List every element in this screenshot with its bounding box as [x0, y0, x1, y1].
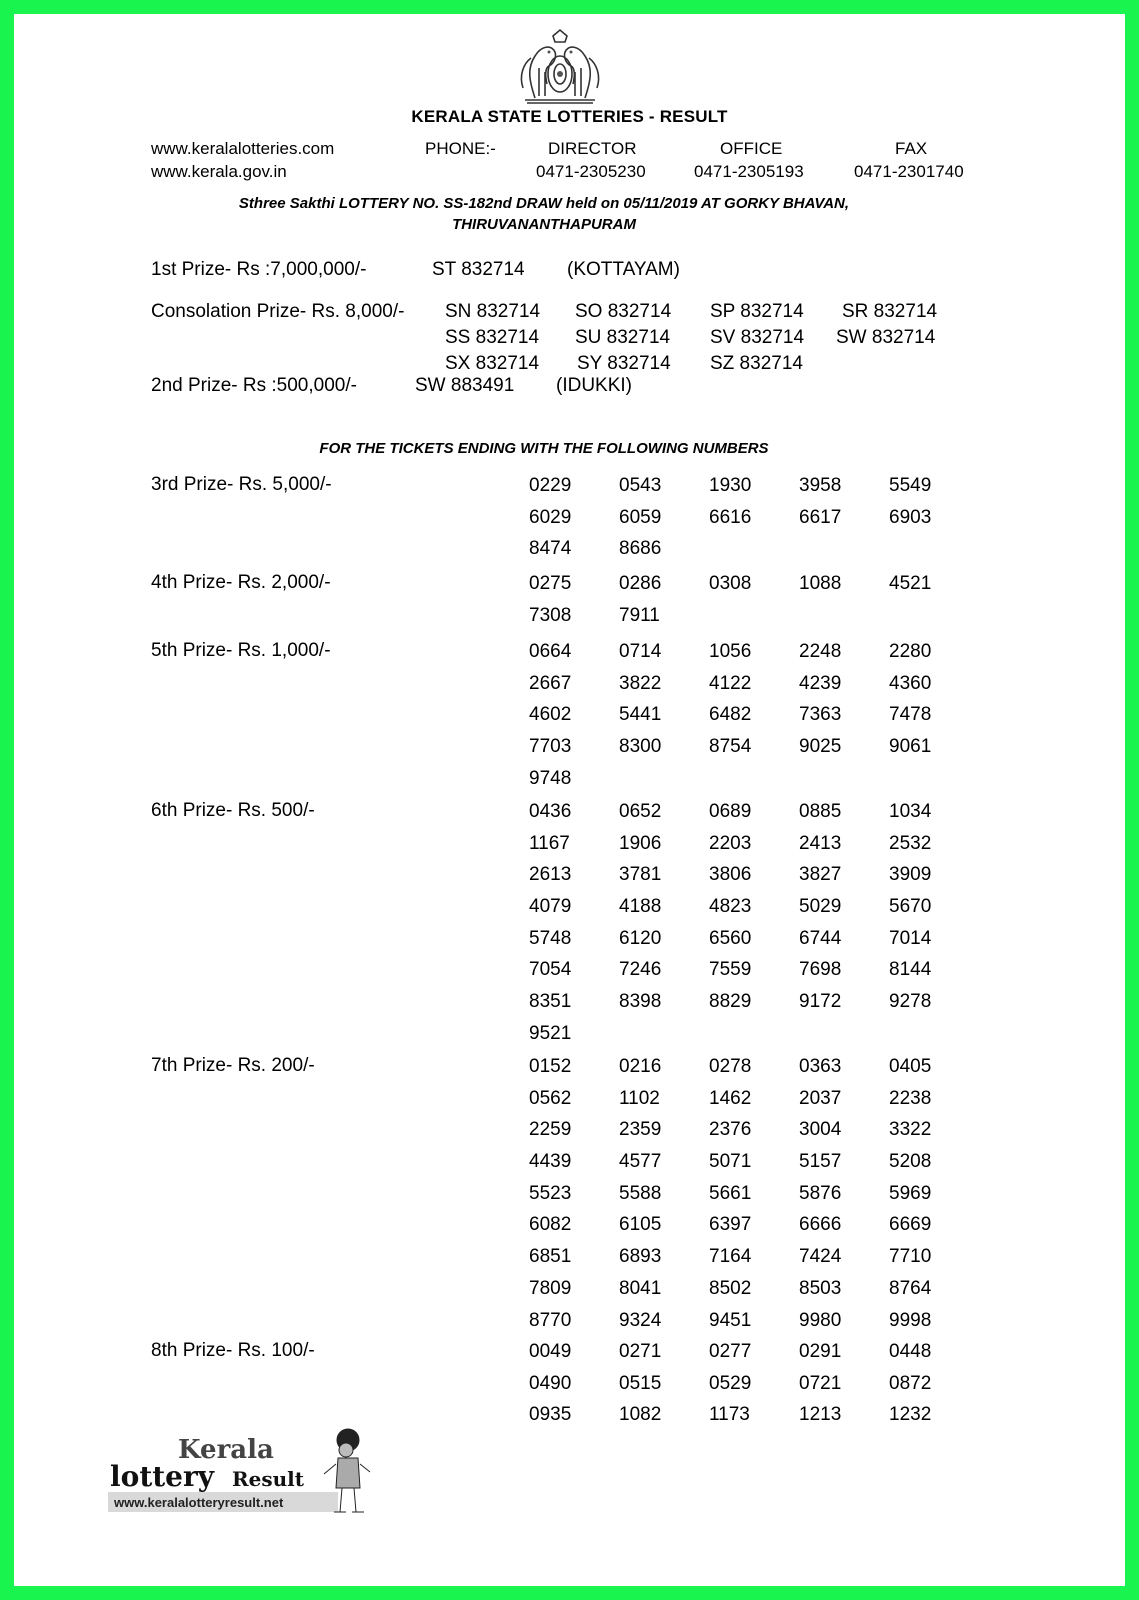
winning-number: 9025: [799, 736, 842, 758]
winning-number: 2532: [889, 832, 932, 854]
consolation-ticket: SN 832714: [445, 301, 541, 322]
winning-number: 0562: [529, 1087, 572, 1109]
second-prize-label: 2nd Prize- Rs :500,000/-: [151, 375, 357, 396]
prize-label: 6th Prize- Rs. 500/-: [151, 800, 315, 821]
winning-number: 1213: [799, 1404, 842, 1426]
logo-text-lottery: lottery: [110, 1460, 215, 1493]
prize-label: 5th Prize- Rs. 1,000/-: [151, 640, 331, 661]
winning-number: 5029: [799, 896, 842, 918]
winning-number: 7164: [709, 1246, 752, 1268]
winning-number: 1056: [709, 641, 752, 662]
winning-number: 8754: [709, 736, 752, 758]
fax-label: FAX: [895, 139, 928, 158]
winning-number: 2359: [619, 1119, 662, 1141]
winning-number: 3806: [709, 864, 752, 886]
winning-number: 5523: [529, 1182, 572, 1204]
winning-number: 6744: [799, 927, 842, 949]
winning-number: 5588: [619, 1182, 662, 1204]
winning-number: 7308: [529, 604, 572, 626]
winning-number: 0436: [529, 801, 572, 822]
winning-number: 8041: [619, 1277, 662, 1299]
winning-number: 9748: [529, 767, 572, 789]
winning-number: 5157: [799, 1151, 842, 1173]
winning-number: 7363: [799, 704, 842, 726]
winning-number: 0275: [529, 573, 572, 594]
winning-number: 0229: [529, 475, 572, 496]
winning-number: 6029: [529, 506, 572, 528]
winning-number: 2667: [529, 672, 572, 694]
winning-number: 4577: [619, 1151, 662, 1173]
winning-number: 6617: [799, 506, 842, 528]
phone-label: PHONE:-: [425, 139, 496, 158]
winning-number: 0271: [619, 1341, 662, 1362]
winning-number: 9324: [619, 1309, 662, 1331]
winning-number: 8829: [709, 991, 752, 1013]
winning-number: 1082: [619, 1404, 662, 1426]
winning-number: 6560: [709, 927, 752, 949]
winning-number: 0286: [619, 573, 662, 594]
winning-number: 4079: [529, 896, 572, 918]
consolation-ticket: SV 832714: [710, 327, 805, 348]
winning-number: 2203: [709, 832, 752, 854]
winning-number: 7246: [619, 959, 662, 981]
winning-number: 8474: [529, 538, 572, 560]
page-title: KERALA STATE LOTTERIES - RESULT: [411, 107, 728, 126]
winning-number: 3958: [799, 475, 842, 496]
winning-number: 1034: [889, 801, 932, 822]
winning-number: 9451: [709, 1309, 752, 1331]
winning-number: 0515: [619, 1372, 662, 1394]
first-prize-ticket: ST 832714: [432, 259, 525, 280]
winning-number: 8300: [619, 736, 662, 758]
consolation-ticket: SO 832714: [575, 301, 672, 322]
winning-number: 5441: [619, 704, 662, 726]
website-2: www.kerala.gov.in: [151, 162, 287, 181]
prize-numbers: [529, 1055, 999, 1340]
winning-number: 4823: [709, 896, 752, 918]
logo-text-kerala: Kerala: [178, 1435, 274, 1465]
winning-number: 3004: [799, 1119, 842, 1141]
winning-number: 9980: [799, 1309, 842, 1331]
winning-number: 1173: [709, 1404, 750, 1426]
winning-number: 7559: [709, 959, 752, 981]
winning-number: 8502: [709, 1277, 752, 1299]
winning-number: 6669: [889, 1214, 932, 1236]
winning-number: 1462: [709, 1087, 752, 1109]
winning-number: 6666: [799, 1214, 842, 1236]
winning-number: 2259: [529, 1119, 572, 1141]
winning-number: 5661: [709, 1182, 752, 1204]
winning-number: 1232: [889, 1404, 932, 1426]
winning-number: 8764: [889, 1277, 932, 1299]
winning-number: 2376: [709, 1119, 752, 1141]
logo-url: www.keralalotteryresult.net: [114, 1495, 284, 1510]
winning-number: 9172: [799, 991, 842, 1013]
winning-number: 0049: [529, 1341, 572, 1362]
prize-label: 3rd Prize- Rs. 5,000/-: [151, 474, 332, 495]
winning-number: 0689: [709, 801, 752, 822]
winning-number: 4188: [619, 896, 662, 918]
winning-number: 0405: [889, 1056, 932, 1077]
consolation-ticket: SS 832714: [445, 327, 540, 348]
prize-numbers: [529, 1340, 999, 1435]
prize-numbers: [529, 572, 999, 635]
winning-number: 6893: [619, 1246, 662, 1268]
winning-number: 4602: [529, 704, 572, 726]
winning-number: 0721: [799, 1372, 842, 1394]
winning-number: 6903: [889, 506, 932, 528]
winning-number: 4239: [799, 672, 842, 694]
website-1: www.keralalotteries.com: [151, 139, 335, 158]
winning-number: 2248: [799, 641, 842, 662]
winning-number: 9521: [529, 1022, 572, 1044]
winning-number: 4439: [529, 1151, 572, 1173]
prize-numbers: [529, 640, 999, 798]
consolation-ticket: SW 832714: [836, 327, 936, 348]
consolation-ticket: SZ 832714: [710, 353, 803, 374]
winning-number: 6616: [709, 506, 752, 528]
winning-number: 1167: [529, 832, 570, 854]
winning-number: 8351: [529, 991, 572, 1013]
winning-number: 2037: [799, 1087, 842, 1109]
winning-number: 2413: [799, 832, 842, 854]
winning-number: 0448: [889, 1341, 932, 1362]
winning-number: 0308: [709, 573, 752, 594]
office-label: OFFICE: [720, 139, 783, 158]
consolation-ticket: SY 832714: [577, 353, 671, 374]
winning-number: 0216: [619, 1056, 662, 1077]
winning-number: 9278: [889, 991, 932, 1013]
winning-number: 0714: [619, 641, 662, 662]
consolation-ticket: SU 832714: [575, 327, 671, 348]
winning-number: 5748: [529, 927, 572, 949]
draw-info-line2: THIRUVANANTHAPURAM: [452, 216, 636, 233]
director-phone: 0471-2305230: [536, 162, 646, 181]
winning-number: 8503: [799, 1277, 842, 1299]
winning-number: 0152: [529, 1056, 572, 1077]
winning-number: 4521: [889, 573, 932, 594]
winning-number: 0529: [709, 1372, 752, 1394]
fax-phone: 0471-2301740: [854, 162, 964, 181]
winning-number: 6105: [619, 1214, 662, 1236]
winning-number: 7054: [529, 959, 572, 981]
winning-number: 5208: [889, 1151, 932, 1173]
winning-number: 0664: [529, 641, 572, 662]
consolation-ticket: SP 832714: [710, 301, 804, 322]
prize-label: 7th Prize- Rs. 200/-: [151, 1055, 315, 1076]
winning-number: 8770: [529, 1309, 572, 1331]
winning-number: 6120: [619, 927, 662, 949]
winning-number: 0872: [889, 1372, 932, 1394]
winning-number: 1906: [619, 832, 662, 854]
first-prize-place: (KOTTAYAM): [567, 259, 680, 280]
winning-number: 3822: [619, 672, 662, 694]
winning-number: 7698: [799, 959, 842, 981]
winning-number: 6482: [709, 704, 752, 726]
winning-number: 1102: [619, 1087, 660, 1109]
kerala-lottery-result-logo: [108, 1428, 378, 1520]
winning-number: 8398: [619, 991, 662, 1013]
winning-number: 5670: [889, 896, 932, 918]
winning-number: 8144: [889, 959, 932, 981]
winning-number: 5876: [799, 1182, 842, 1204]
office-phone: 0471-2305193: [694, 162, 804, 181]
winning-number: 3827: [799, 864, 842, 886]
director-label: DIRECTOR: [548, 139, 637, 158]
winning-number: 7911: [619, 604, 660, 626]
winning-number: 5969: [889, 1182, 932, 1204]
winning-number: 6851: [529, 1246, 572, 1268]
kerala-emblem-icon: [505, 28, 615, 106]
draw-info-line1: Sthree Sakthi LOTTERY NO. SS-182nd DRAW held on 05/11/2019 AT GORKY BHAVAN,: [238, 195, 850, 212]
winning-number: 0278: [709, 1056, 752, 1077]
second-prize-place: (IDUKKI): [556, 375, 632, 396]
winning-number: 6397: [709, 1214, 752, 1236]
winning-number: 6082: [529, 1214, 572, 1236]
winning-number: 3781: [619, 864, 662, 886]
winning-number: 5071: [709, 1151, 752, 1173]
winning-number: 7809: [529, 1277, 572, 1299]
winning-number: 4122: [709, 672, 752, 694]
winning-number: 1088: [799, 573, 842, 594]
winning-number: 5549: [889, 475, 932, 496]
prize-label: 4th Prize- Rs. 2,000/-: [151, 572, 331, 593]
logo-text-result: Result: [232, 1467, 304, 1491]
winning-number: 9998: [889, 1309, 932, 1331]
winning-number: 0885: [799, 801, 842, 822]
winning-number: 0277: [709, 1341, 752, 1362]
prize-numbers: [529, 474, 999, 569]
winning-number: 8686: [619, 538, 662, 560]
winning-number: 3322: [889, 1119, 932, 1141]
first-prize-label: 1st Prize- Rs :7,000,000/-: [151, 259, 367, 280]
winning-number: 2280: [889, 641, 932, 662]
ending-numbers-note: FOR THE TICKETS ENDING WITH THE FOLLOWING NUMBERS: [319, 440, 769, 457]
winning-number: 2613: [529, 864, 572, 886]
winning-number: 7478: [889, 704, 932, 726]
draw-info: [0, 193, 1088, 235]
winning-number: 3909: [889, 864, 932, 886]
winning-number: 0935: [529, 1404, 572, 1426]
winning-number: 0363: [799, 1056, 842, 1077]
winning-number: 4360: [889, 672, 932, 694]
winning-number: 7014: [889, 927, 932, 949]
winning-number: 0543: [619, 475, 662, 496]
winning-number: 0291: [799, 1341, 842, 1362]
winning-number: 1930: [709, 475, 752, 496]
consolation-ticket: SX 832714: [445, 353, 540, 374]
winning-number: 7424: [799, 1246, 842, 1268]
winning-number: 2238: [889, 1087, 932, 1109]
winning-number: 0652: [619, 801, 662, 822]
prize-label: 8th Prize- Rs. 100/-: [151, 1340, 315, 1361]
winning-number: 0490: [529, 1372, 572, 1394]
second-prize-ticket: SW 883491: [415, 375, 515, 396]
winning-number: 7710: [889, 1246, 932, 1268]
prize-numbers: [529, 800, 999, 1054]
winning-number: 6059: [619, 506, 662, 528]
winning-number: 7703: [529, 736, 572, 758]
winning-number: 9061: [889, 736, 932, 758]
consolation-label: Consolation Prize- Rs. 8,000/-: [151, 301, 405, 322]
consolation-ticket: SR 832714: [842, 301, 938, 322]
